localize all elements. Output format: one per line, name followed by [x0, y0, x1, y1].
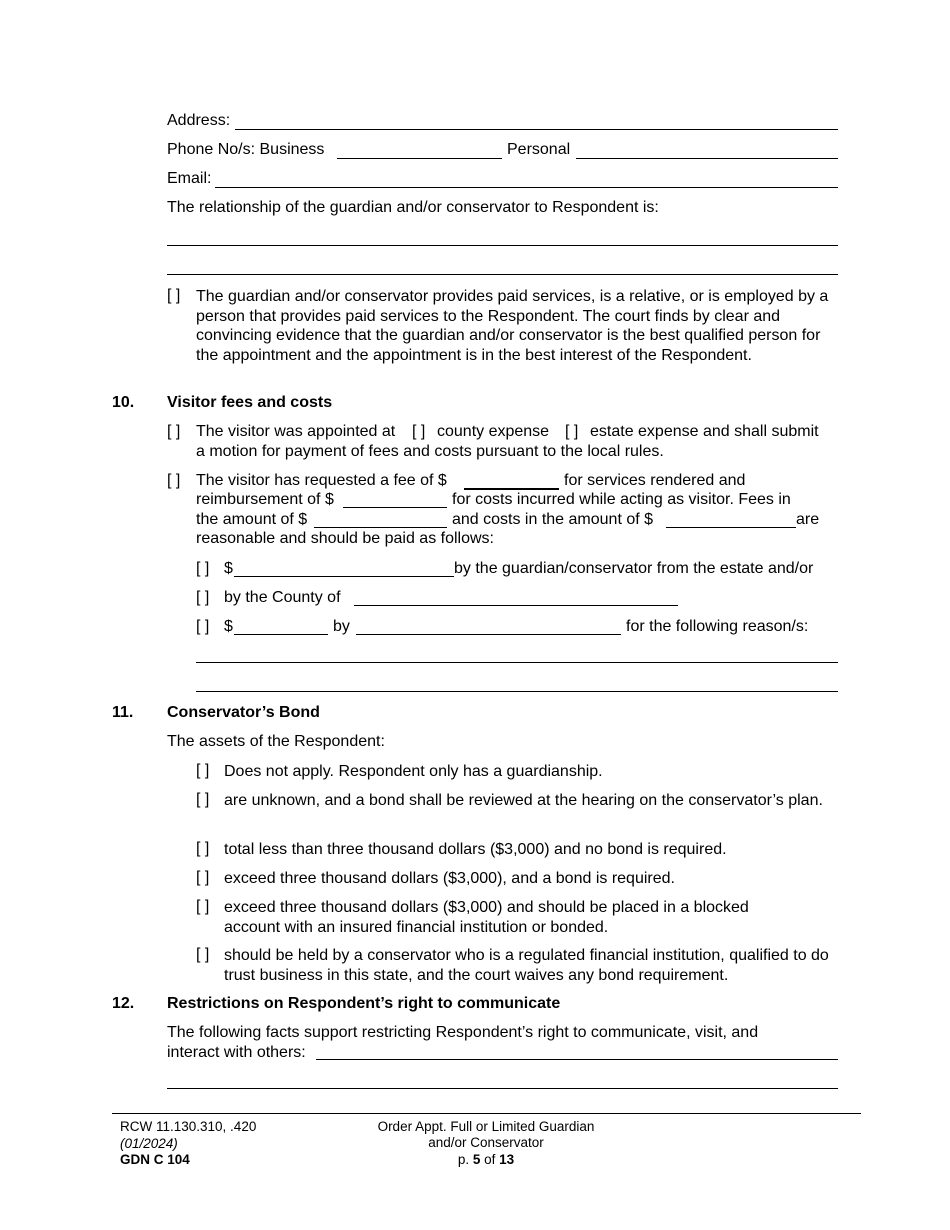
pay-other-by: by — [333, 618, 350, 635]
visitor-appointed-checkbox[interactable]: [ ] — [167, 423, 181, 440]
bond-option-text: are unknown, and a bond shall be reviewed at the hearing on the conservator’s plan. — [224, 792, 823, 809]
footer-page-of: of — [484, 1152, 496, 1167]
phone-personal-field[interactable] — [576, 158, 838, 159]
phone-business-field[interactable] — [337, 158, 502, 159]
section-11-title: Conservator’s Bond — [167, 704, 320, 721]
section-12-title: Restrictions on Respondent’s right to communicate — [167, 995, 561, 1012]
pay-other-reason-text: for the following reason/s: — [626, 618, 809, 635]
bond-option-text: should be held by a conservator who is a regulated financial institution, qualified to do trust business in this state, and the court waives any bond requirement. — [224, 947, 829, 984]
pay-by-county-checkbox[interactable]: [ ] — [196, 589, 210, 606]
address-label: Address: — [167, 112, 231, 129]
pay-other-checkbox[interactable]: [ ] — [196, 618, 210, 635]
visitor-fee-field[interactable] — [464, 488, 559, 490]
relationship-label: The relationship of the guardian and/or conservator to Respondent is: — [167, 199, 659, 216]
bond-option-checkbox[interactable]: [ ] — [196, 869, 210, 886]
pay-by-county-text: by the County of — [224, 589, 341, 606]
reason-field-line-2[interactable] — [196, 691, 838, 692]
pay-by-guardian-dollar: $ — [224, 560, 233, 577]
bond-option-text: exceed three thousand dollars ($3,000), and a bond is required. — [224, 870, 675, 887]
pay-other-amount-field[interactable] — [234, 634, 328, 635]
pay-by-guardian-text: by the guardian/conservator from the estate and/or — [454, 560, 814, 577]
footer-page-current: 5 — [472, 1152, 481, 1167]
footer-page-number — [336, 1151, 636, 1168]
restriction-text-line2: interact with others: — [167, 1044, 306, 1061]
phone-business-label: Phone No/s: Business — [167, 141, 325, 158]
bond-option-text: exceed three thousand dollars ($3,000) and should be placed in a blocked account with an insured financial institution or bonded. — [224, 899, 749, 936]
section-12-number: 12. — [112, 995, 135, 1012]
county-name-field[interactable] — [354, 605, 678, 606]
section-11-intro: The assets of the Respondent: — [167, 733, 385, 750]
pay-by-guardian-checkbox[interactable]: [ ] — [196, 560, 210, 577]
visitor-appointed-text-line2: a motion for payment of fees and costs pursuant to the local rules. — [196, 443, 664, 460]
section-10-title: Visitor fees and costs — [167, 394, 333, 411]
restriction-text-line1: The following facts support restricting Respondent’s right to communicate, visit, and — [167, 1024, 759, 1041]
pay-other-payer-field[interactable] — [356, 634, 621, 635]
bond-option-text: total less than three thousand dollars ($3,000) and no bond is required. — [224, 841, 727, 858]
footer-statute: RCW 11.130.310, .420 — [120, 1119, 257, 1134]
county-expense-checkbox[interactable]: [ ] — [412, 423, 426, 440]
reimbursement-field[interactable] — [343, 507, 447, 508]
address-field[interactable] — [235, 129, 838, 130]
bond-option-checkbox[interactable]: [ ] — [196, 946, 210, 963]
costs-amount-field[interactable] — [666, 527, 796, 528]
visitor-fee-text-3c: are — [796, 511, 820, 528]
paid-services-checkbox[interactable]: [ ] — [167, 287, 181, 304]
bond-option-checkbox[interactable]: [ ] — [196, 762, 210, 779]
bond-option-checkbox[interactable]: [ ] — [196, 840, 210, 857]
restriction-field-line-1[interactable] — [316, 1059, 838, 1060]
footer-form-id: GDN C 104 — [120, 1152, 190, 1167]
bond-option-checkbox[interactable]: [ ] — [196, 791, 210, 808]
restriction-field-line-2[interactable] — [167, 1088, 838, 1089]
footer-title-line1: Order Appt. Full or Limited Guardian — [377, 1119, 595, 1134]
county-expense-text: county expense — [437, 423, 550, 440]
phone-personal-label: Personal — [507, 141, 571, 158]
email-label: Email: — [167, 170, 212, 187]
bond-option-text: Does not apply. Respondent only has a guardianship. — [224, 763, 603, 780]
footer-divider — [112, 1113, 861, 1114]
relationship-field-line-1[interactable] — [167, 245, 838, 246]
visitor-fee-text-4: reasonable and should be paid as follows: — [196, 530, 494, 547]
section-10-number: 10. — [112, 394, 135, 411]
visitor-fee-text-3b: and costs in the amount of $ — [452, 511, 654, 528]
bond-option-checkbox[interactable]: [ ] — [196, 898, 210, 915]
visitor-fee-text-3a: the amount of $ — [196, 511, 308, 528]
pay-by-guardian-amount-field[interactable] — [234, 576, 454, 577]
footer-page-total: 13 — [499, 1152, 515, 1167]
footer-title-line2: and/or Conservator — [428, 1135, 544, 1150]
visitor-fee-text-1b: for services rendered and — [564, 472, 746, 489]
relationship-field-line-2[interactable] — [167, 274, 838, 275]
visitor-fee-text-2a: reimbursement of $ — [196, 491, 334, 508]
estate-expense-text: estate expense and shall submit — [590, 423, 819, 440]
visitor-fee-checkbox[interactable]: [ ] — [167, 472, 181, 489]
fees-amount-field[interactable] — [314, 527, 447, 528]
visitor-appointed-text: The visitor was appointed at — [196, 423, 396, 440]
section-11-number: 11. — [112, 704, 134, 721]
email-field[interactable] — [215, 187, 838, 188]
paid-services-text: The guardian and/or conservator provides paid services, is a relative, or is employed by a person that provides paid services to the Respondent. The court finds by clear and convincing evidence that the guardian and/or conservator is the best qualified person for the appointment and the appointment is in the best interest of the Respondent. — [196, 288, 829, 364]
footer-page-prefix: p. — [457, 1152, 470, 1167]
visitor-fee-text-2b: for costs incurred while acting as visitor. Fees in — [452, 491, 791, 508]
footer-date: (01/2024) — [120, 1136, 178, 1151]
visitor-fee-text-1a: The visitor has requested a fee of $ — [196, 472, 447, 489]
pay-other-dollar: $ — [224, 618, 233, 635]
estate-expense-checkbox[interactable]: [ ] — [565, 423, 579, 440]
reason-field-line-1[interactable] — [196, 662, 838, 663]
